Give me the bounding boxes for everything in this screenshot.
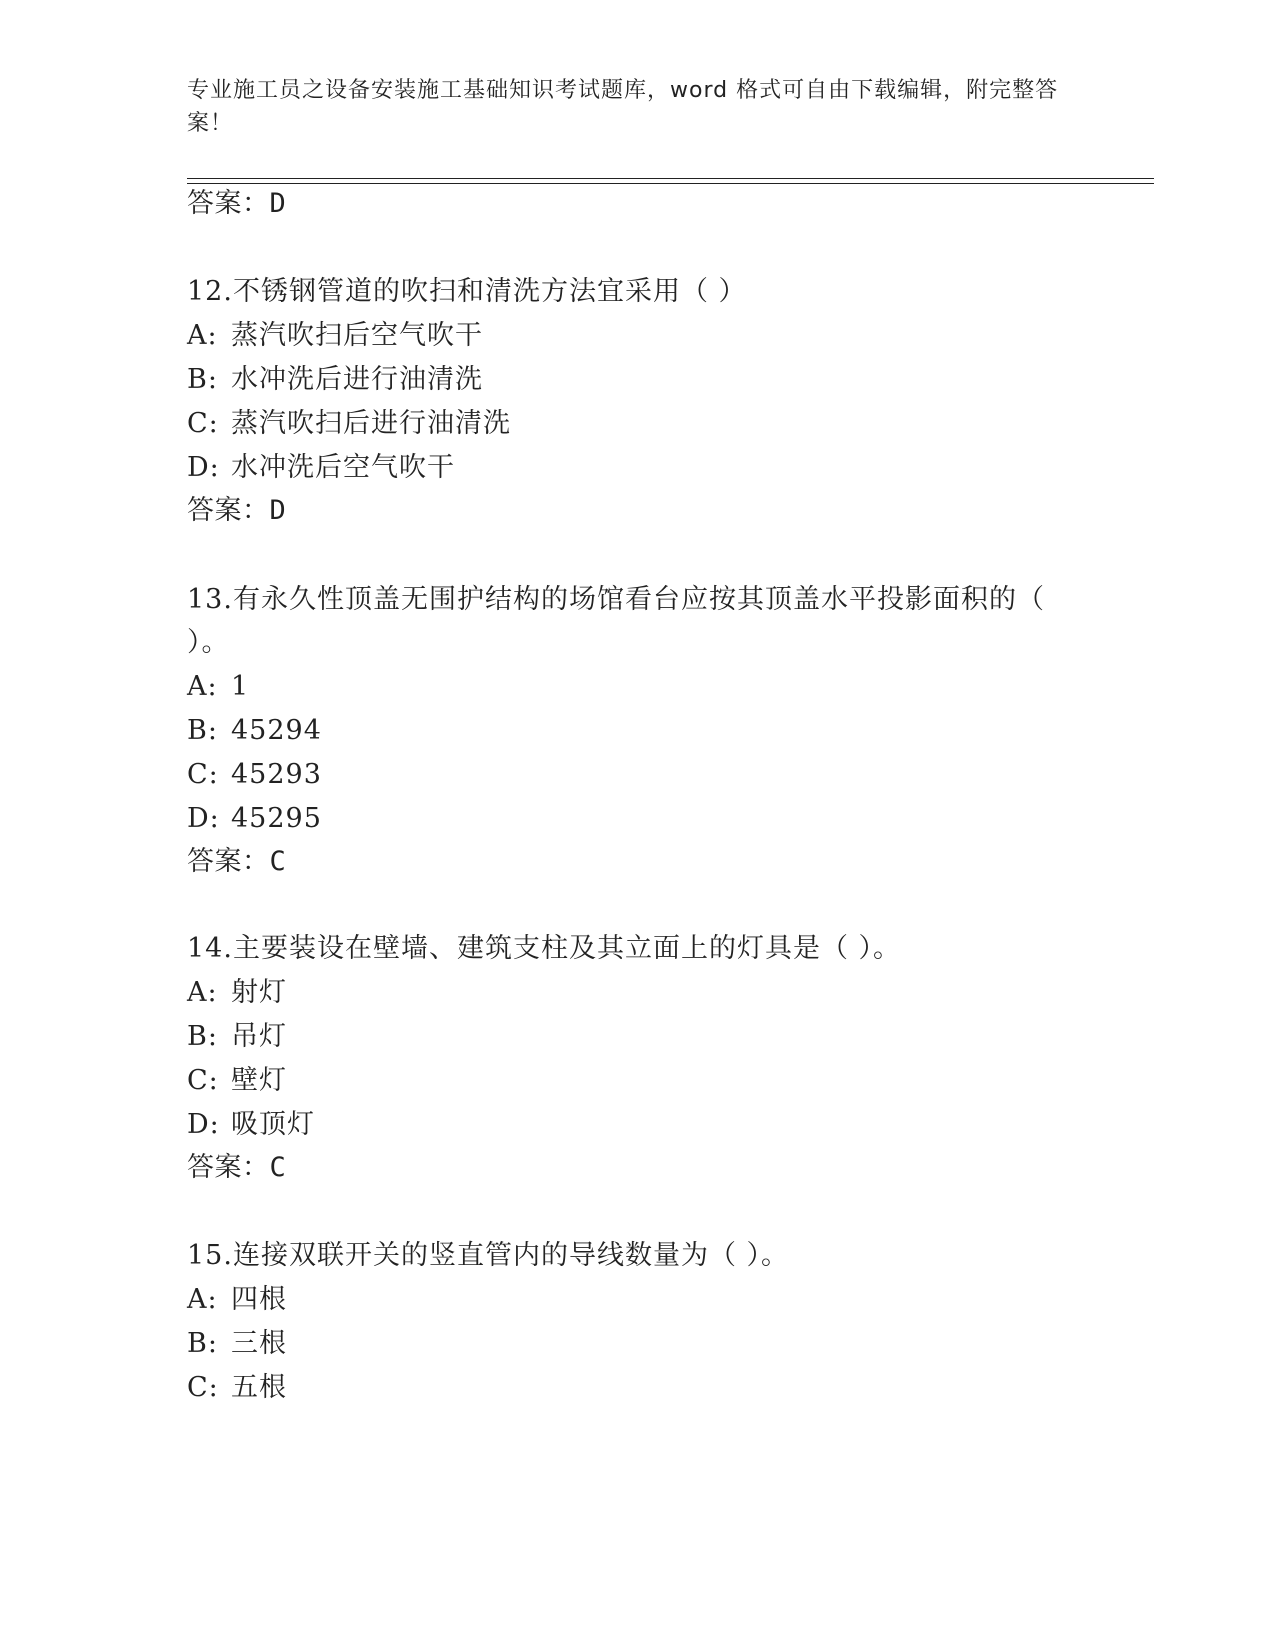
option-text: 45294 [231,715,322,746]
option-d [187,452,455,484]
option-text: 四根 [231,1284,287,1315]
option-a [187,1284,287,1316]
answer-prefix: 答案： [187,846,270,877]
option-a [187,977,287,1009]
option-label: C: [187,408,219,439]
option-c [187,408,511,440]
document-header: 专业施工员之设备安装施工基础知识考试题库，word 格式可自由下载编辑，附完整答案！ [187,78,1059,136]
answer-line [187,846,286,878]
option-label: B: [187,715,218,746]
option-text: 三根 [231,1328,287,1359]
answer-line [187,495,286,527]
option-label: B: [187,1328,218,1359]
option-b [187,364,483,396]
option-label: B: [187,1021,218,1052]
answer-value: D [269,188,287,219]
answer-prefix: 答案： [187,188,270,219]
answer-value: C [269,846,287,877]
option-text: 蒸汽吹扫后空气吹干 [231,320,483,351]
option-c [187,1065,287,1097]
option-text: 水冲洗后空气吹干 [231,452,455,483]
option-text: 壁灯 [231,1065,287,1096]
option-c [187,1372,287,1404]
question-stem: 15.连接双联开关的竖直管内的导线数量为（ ）。 [187,1240,790,1271]
option-c [187,759,322,791]
answer-value: D [269,495,287,526]
option-text: 吊灯 [231,1021,287,1052]
option-label: D: [187,803,220,834]
answer-line [187,188,286,220]
option-label: C: [187,1065,219,1096]
option-label: C: [187,1372,219,1403]
option-label: A: [187,1284,218,1315]
question-stem: 13.有永久性顶盖无围护结构的场馆看台应按其顶盖水平投影面积的（ [187,584,1045,615]
answer-line [187,1152,286,1184]
answer-prefix: 答案： [187,495,270,526]
option-text: 五根 [231,1372,287,1403]
option-label: A: [187,977,218,1008]
option-text: 射灯 [231,977,287,1008]
header-divider-top [187,178,1154,179]
option-a [187,320,483,352]
answer-prefix: 答案： [187,1152,270,1183]
option-b [187,1021,287,1053]
option-text: 45295 [231,803,322,834]
question-stem: 12.不锈钢管道的吹扫和清洗方法宜采用（ ） [187,276,747,307]
answer-value: C [269,1152,287,1183]
question-stem-continued: ）。 [187,627,230,658]
option-label: D: [187,452,220,483]
option-text: 45293 [231,759,322,790]
option-b [187,715,322,747]
option-text: 吸顶灯 [231,1109,315,1140]
option-a [187,671,249,703]
header-divider-bottom [187,183,1154,184]
option-text: 蒸汽吹扫后进行油清洗 [231,408,511,439]
option-label: A: [187,671,218,702]
option-text: 1 [231,671,250,702]
option-label: C: [187,759,219,790]
option-b [187,1328,287,1360]
option-label: A: [187,320,218,351]
option-d [187,803,322,835]
option-text: 水冲洗后进行油清洗 [231,364,483,395]
option-label: B: [187,364,218,395]
question-stem: 14.主要装设在壁墙、建筑支柱及其立面上的灯具是（ ）。 [187,933,902,964]
option-d [187,1109,315,1141]
option-label: D: [187,1109,220,1140]
